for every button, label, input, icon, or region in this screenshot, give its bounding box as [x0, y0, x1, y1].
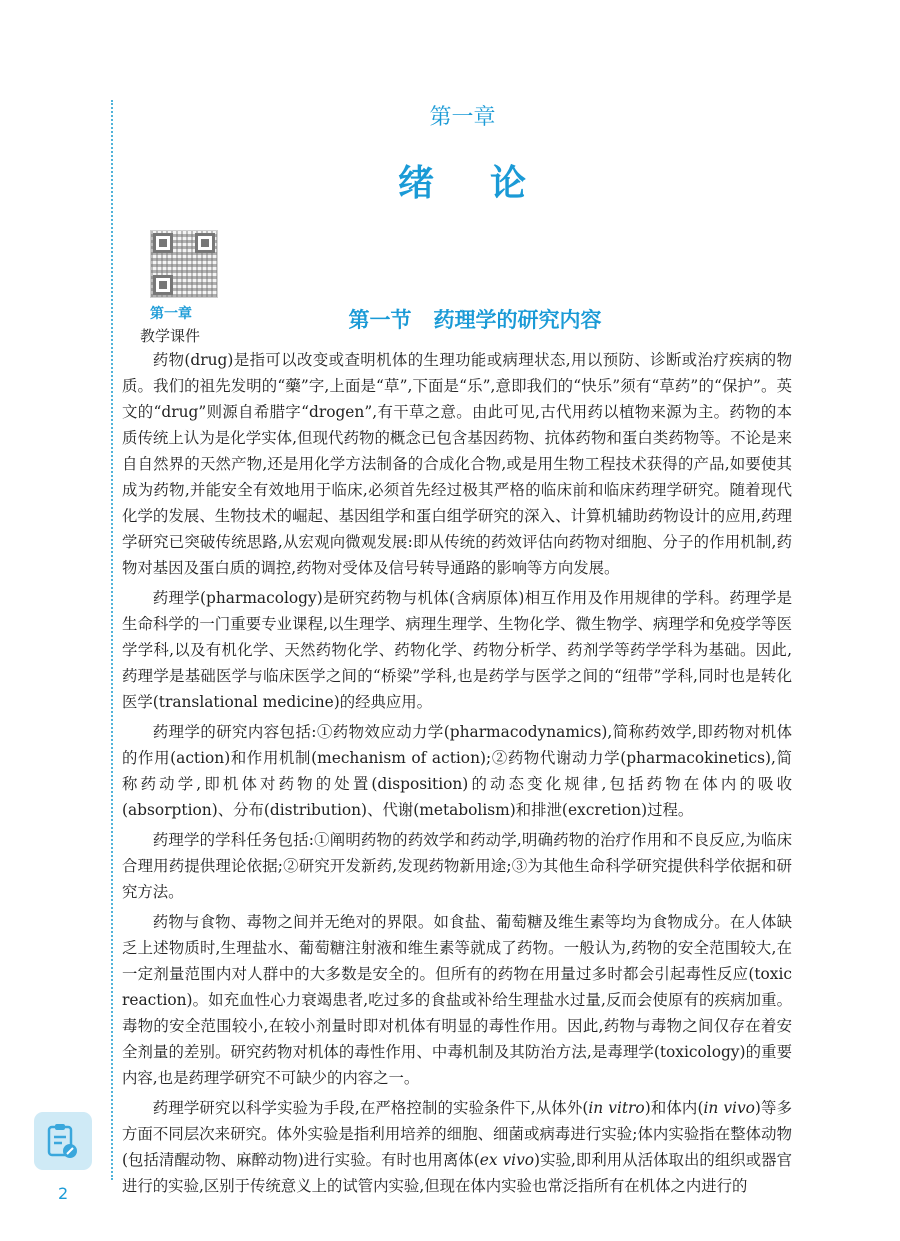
qr-code-icon[interactable] [150, 230, 218, 298]
paragraph-text: 药物与食物、毒物之间并无绝对的界限。如食盐、葡萄糖及维生素等均为食物成分。在人体缺乏上述物质时,生理盐水、葡萄糖注射液和维生素等就成了药物。一般认为,药物的安全范围较大,在一定剂量范围内对人群中的大多数是安全的。但所有的药物在用量过多时都会引起毒性反应(toxic reaction)。如充血性心力衰竭患者,吃过多的食盐或补给生理盐水过量,反而会使原有的疾病加重。毒物的安全范围较小,在较小剂量时即对机体有明显的毒性作用。因此,药物与毒物之间仅存在着安全剂量的差别。研究药物对机体的毒性作用、中毒机制及其防治方法,是毒理学(toxicology)的重要内容,也是药理学研究不可缺少的内容之一。 [122, 913, 792, 1087]
paragraph [122, 1095, 792, 1199]
italic-term: in vitro [588, 1099, 645, 1117]
paragraph [122, 909, 792, 1091]
qr-finder-bottom-left [153, 275, 173, 295]
page-number: 2 [58, 1184, 69, 1203]
section-heading [0, 304, 900, 334]
paragraph-text: 药理学(pharmacology)是研究药物与机体(含病原体)相互作用及作用规律的学科。药理学是生命科学的一门重要专业课程,以生理学、病理生理学、生物化学、微生物学、病理学和免疫学等医学学科,以及有机化学、天然药物化学、药物化学、药物分析学、药剂学等药学学科为基础。因此,药理学是基础医学与临床医学之间的“桥梁”学科,也是药学与医学之间的“纽带”学科,同时也是转化医学(translational medicine)的经典应用。 [122, 589, 792, 711]
chapter-title: 绪论 [397, 163, 582, 204]
qr-caption-courseware: 教学课件 [140, 327, 201, 345]
paragraph-text: )实验,即利用从活体取出的组织或器官进行的实验,区别于传统意义上的试管内实验,但现在体内实验也常泛指所有在机体之内进行的 [122, 1151, 792, 1195]
paragraph-text: 药物(drug)是指可以改变或查明机体的生理功能或病理状态,用以预防、诊断或治疗疾病的物质。我们的祖先发明的“藥”字,上面是“草”,下面是“乐”,意即我们的“快乐”须有“草药”的“保护”。英文的“drug”则源自希腊字“drogen”,有干草之意。由此可见,古代用药以植物来源为主。药物的本质传统上认为是化学实体,但现代药物的概念已包含基因药物、抗体药物和蛋白类药物等。不论是来自自然界的天然产物,还是用化学方法制备的合成化合物,或是用生物工程技术获得的产品,如要使其成为药物,并能安全有效地用于临床,必须首先经过极其严格的临床前和临床药理学研究。随着现代化学的发展、生物技术的崛起、基因组学和蛋白组学研究的深入、计算机辅助药物设计的应用,药理学研究已突破传统思路,从宏观向微观发展:即从传统的药效评估向药物对细胞、分子的作用机制,药物对基因及蛋白质的调控,药物对受体及信号转导通路的影响等方向发展。 [122, 351, 792, 577]
margin-dotted-rule [111, 100, 113, 1180]
paragraph-text: 药理学的研究内容包括:①药物效应动力学(pharmacodynamics),简称药效学,即药物对机体的作用(action)和作用机制(mechanism of action);②药物代谢动力学(pharmacokinetics),简称药动学,即机体对药物的处置(disposition)的动态变化规律,包括药物在体内的吸收(absorption)、分布(distribution)、代谢(metabolism)和排泄(excretion)过程。 [122, 723, 792, 819]
section-number: 第一节 [348, 308, 412, 332]
paragraph-text: )等多方面不同层次来研究。体外实验是指利用培养的细胞、细菌或病毒进行实验;体内实验指在整体动物(包括清醒动物、麻醉动物)进行实验。有时也用离体( [122, 1099, 792, 1169]
paragraph [122, 585, 792, 715]
italic-term: ex vivo [479, 1151, 535, 1169]
notes-edit-glyph [46, 1122, 80, 1160]
qr-finder-top-left [153, 233, 173, 253]
paragraph [122, 347, 792, 581]
chapter-label: 第一章 [429, 105, 496, 130]
paragraph [122, 827, 792, 905]
qr-caption-chapter: 第一章 [150, 306, 192, 322]
italic-term: in vivo [703, 1099, 755, 1117]
paragraph [122, 719, 792, 823]
section-title-text: 药理学的研究内容 [433, 308, 602, 332]
paragraph-text: )和体内( [644, 1099, 704, 1117]
notes-edit-icon[interactable] [34, 1112, 92, 1170]
paragraph-text: 药理学研究以科学实验为手段,在严格控制的实验条件下,从体外( [152, 1099, 589, 1117]
paragraph-text: 药理学的学科任务包括:①阐明药物的药效学和药动学,明确药物的治疗作用和不良反应,为临床合理用药提供理论依据;②研究开发新药,发现药物新用途;③为其他生命科学研究提供科学依据和研究方法。 [122, 831, 792, 901]
qr-finder-top-right [195, 233, 215, 253]
body-text [122, 347, 792, 1199]
